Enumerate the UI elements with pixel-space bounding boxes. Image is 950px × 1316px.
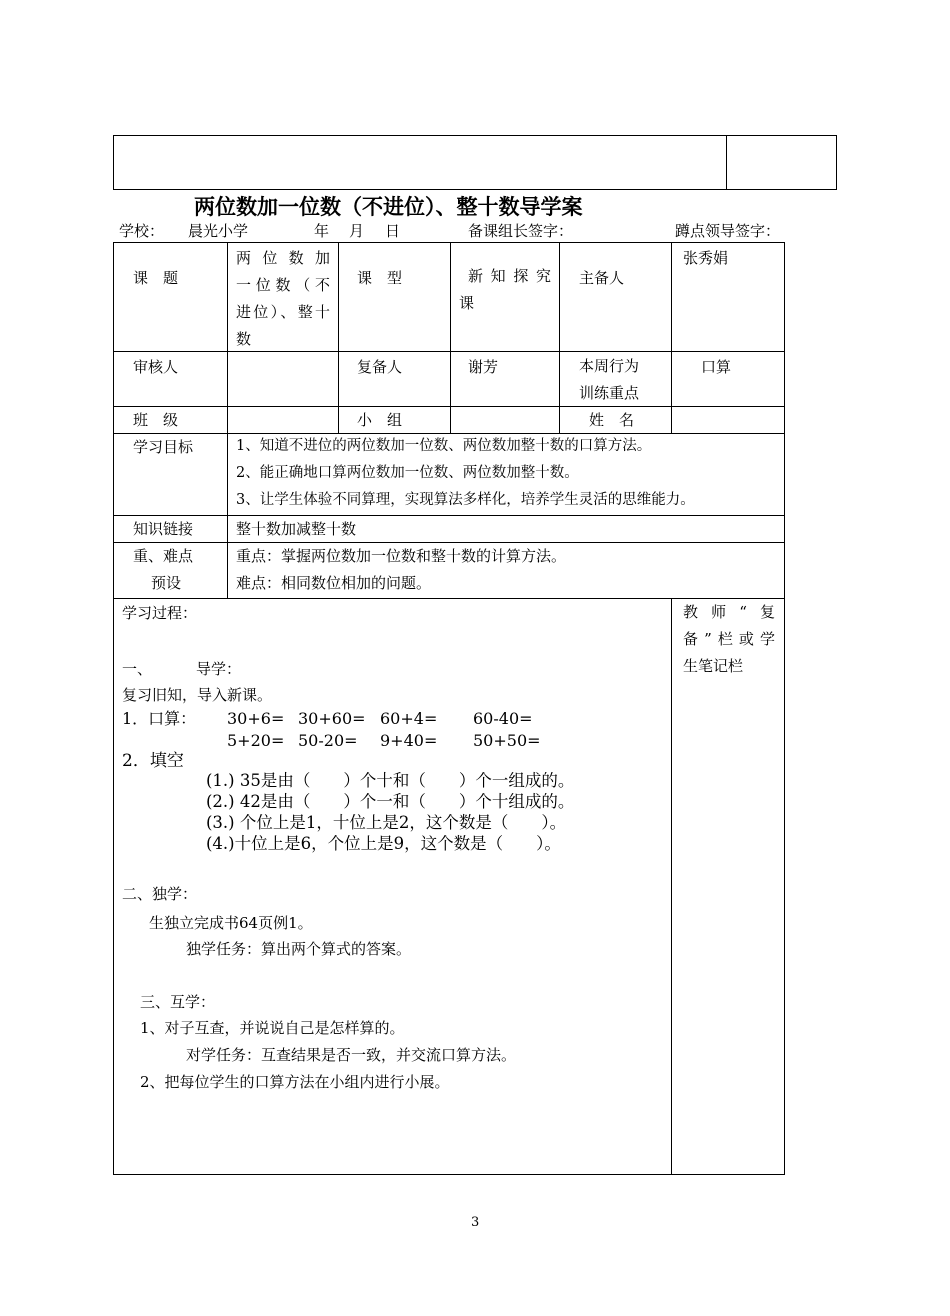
fill-item: (3.) 个位上是1，十位上是2，这个数是（ ）。 <box>206 813 567 832</box>
col-line <box>671 242 672 433</box>
goal-item: 2、能正确地口算两位数加一位数、两位数加整十数。 <box>236 465 579 481</box>
main-prep-value: 张秀娟 <box>683 249 729 267</box>
fill-item: (1.) 35是由（ ）个十和（ ）个一组成的。 <box>206 771 575 790</box>
row-line <box>113 351 785 352</box>
oral-item: 30+60= <box>298 709 366 728</box>
guide-number: 一、 <box>122 660 153 678</box>
oral-item: 5+20= <box>227 731 285 750</box>
top-header-divider <box>726 135 727 190</box>
page-number: 3 <box>471 1215 480 1230</box>
group-label: 小 组 <box>357 411 403 429</box>
top-header-box <box>113 135 837 190</box>
self-study-task: 独学任务：算出两个算式的答案。 <box>186 940 412 958</box>
guide-title: 导学： <box>196 660 242 678</box>
row-line <box>113 515 785 516</box>
goal-item: 3、让学生体验不同算理，实现算法多样化，培养学生灵活的思维能力。 <box>236 492 695 508</box>
type-label: 课 型 <box>357 269 403 287</box>
oral-item: 60+4= <box>380 709 438 728</box>
lesson-line-2: 一位数（不 <box>236 276 330 294</box>
mutual-study-task: 对学任务：互查结果是否一致，并交流口算方法。 <box>186 1046 517 1064</box>
school-name: 晨光小学 <box>188 222 249 240</box>
notes-column-line-2: 备”栏或学 <box>683 630 775 648</box>
focus-label-line-2: 训练重点 <box>579 384 640 402</box>
class-label: 班 级 <box>133 411 179 429</box>
month-label: 月 <box>349 222 365 240</box>
focus-value: 口算 <box>701 358 732 376</box>
type-line-2: 课 <box>459 294 475 312</box>
leader-sign-label: 蹲点领导签字： <box>675 222 781 240</box>
oral-item: 50-20= <box>298 731 358 750</box>
oral-item: 9+40= <box>380 731 438 750</box>
col-line <box>450 242 451 433</box>
notes-column-line <box>671 598 672 1175</box>
review-text: 复习旧知，导入新课。 <box>122 686 273 704</box>
goals-label: 学习目标 <box>133 438 194 456</box>
notes-column-line-3: 生笔记栏 <box>683 657 744 675</box>
keypoints-label-line-2: 预设 <box>151 574 182 592</box>
oral-item: 50+50= <box>473 731 541 750</box>
school-label: 学校： <box>119 222 165 240</box>
fill-item: (2.) 42是由（ ）个一和（ ）个十组成的。 <box>206 792 575 811</box>
lesson-line-3: 进位）、整十 <box>236 303 330 321</box>
mutual-study-title: 三、互学： <box>140 993 216 1011</box>
process-heading: 学习过程： <box>122 604 198 622</box>
name-label: 姓 名 <box>589 411 635 429</box>
notes-column-line-1: 教师“复 <box>683 603 775 621</box>
day-label: 日 <box>385 222 401 240</box>
co-prep-value: 谢芳 <box>468 358 499 376</box>
self-study-title: 二、独学： <box>122 885 198 903</box>
col-line <box>338 242 339 433</box>
oral-item: 30+6= <box>227 709 285 728</box>
keypoint-item: 重点：掌握两位数加一位数和整十数的计算方法。 <box>236 547 567 565</box>
col-line <box>227 242 228 598</box>
keypoint-item: 难点：相同数位相加的问题。 <box>236 574 432 592</box>
mutual-study-item-2: 2、把每位学生的口算方法在小组内进行小展。 <box>140 1073 450 1091</box>
reviewer-label: 审核人 <box>133 358 179 376</box>
mutual-study-item-1: 1、对子互查，并说说自己是怎样算的。 <box>140 1019 405 1037</box>
row-line <box>113 406 785 407</box>
col-line <box>559 242 560 433</box>
keypoints-label-line-1: 重、难点 <box>133 547 194 565</box>
page-title: 两位数加一位数（不进位）、整十数导学案 <box>194 195 583 219</box>
goal-item: 1、知道不进位的两位数加一位数、两位数加整十数的口算方法。 <box>236 438 652 454</box>
year-label: 年 <box>314 222 330 240</box>
type-line-1: 新知探究 <box>468 267 551 285</box>
knowledge-label: 知识链接 <box>133 520 194 538</box>
group-leader-sign-label: 备课组长签字： <box>468 222 574 240</box>
self-study-item: 生独立完成书64页例1。 <box>149 914 313 932</box>
oral-label: 1．口算： <box>122 709 197 728</box>
main-prep-label: 主备人 <box>579 269 625 287</box>
oral-item: 60-40= <box>473 709 533 728</box>
focus-label-line-1: 本周行为 <box>579 357 640 375</box>
fill-item: (4.)十位上是6，个位上是9，这个数是（ ）。 <box>206 834 561 853</box>
fill-label: 2．填空 <box>122 751 184 771</box>
lesson-line-4: 数 <box>236 330 252 348</box>
knowledge-value: 整十数加减整十数 <box>236 520 357 538</box>
co-prep-label: 复备人 <box>357 358 403 376</box>
lesson-label: 课 题 <box>133 269 179 287</box>
lesson-line-1: 两位数加 <box>236 249 330 267</box>
